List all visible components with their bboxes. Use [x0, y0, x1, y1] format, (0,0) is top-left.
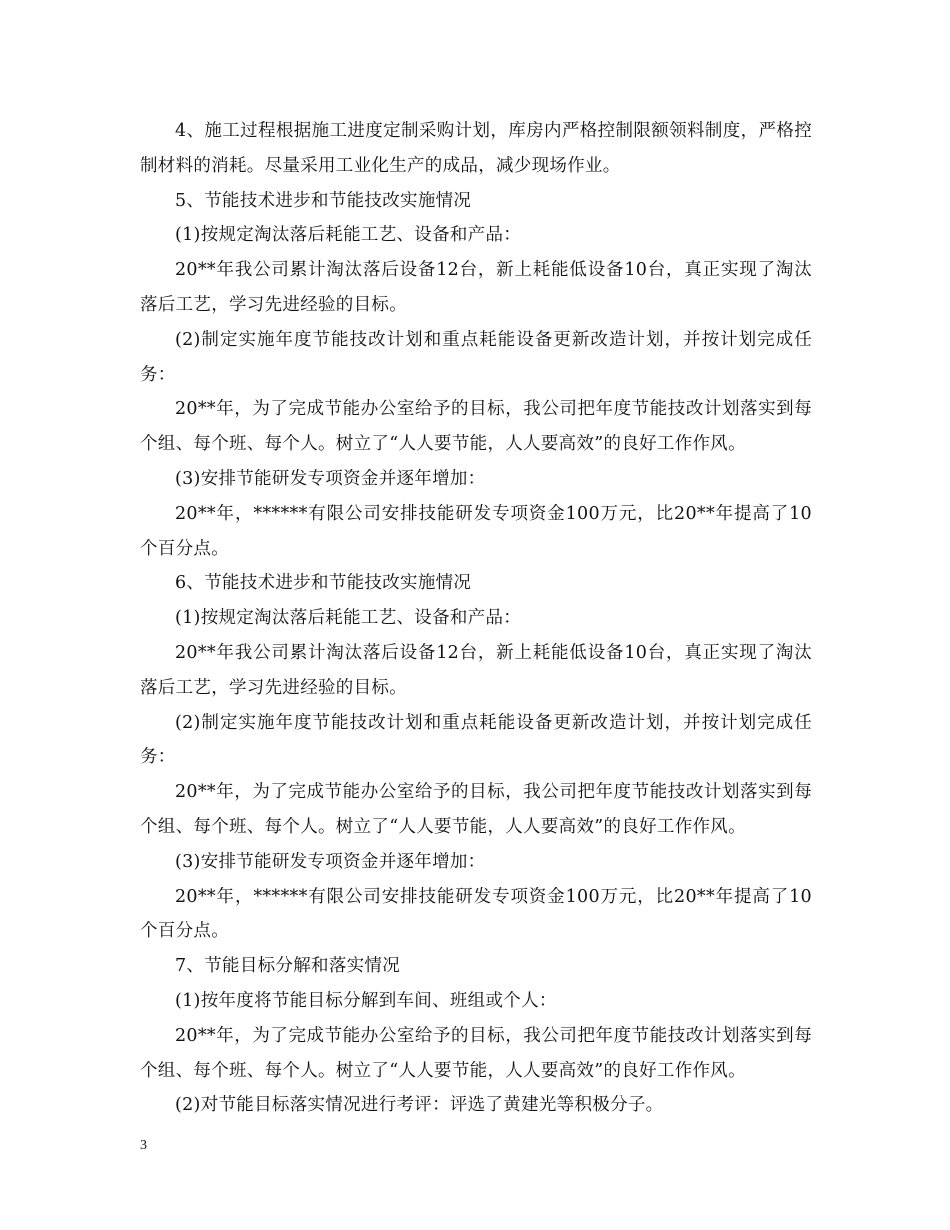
subheading: (3)安排节能研发专项资金并逐年增加：	[175, 468, 486, 489]
paragraph: 20**年，为了完成节能办公室给予的目标，我公司把年度节能技改计划落实到每个组、每个班、每个人。树立了“人人要节能，人人要高效”的良好工作作风。	[140, 399, 812, 455]
paragraph: 20**年我公司累计淘汰落后设备12台，新上耗能低设备10台，真正实现了淘汰落后工艺，学习先进经验的目标。	[140, 260, 812, 315]
subheading: (2)制定实施年度节能技改计划和重点耗能设备更新改造计划，并按计划完成任务：	[140, 712, 812, 768]
paragraph: 20**年，为了完成节能办公室给予的目标，我公司把年度节能技改计划落实到每个组、每个班、每个人。树立了“人人要节能，人人要高效”的良好工作作风。	[140, 782, 812, 837]
subheading: (2)对节能目标落实情况进行考评：评选了黄建光等积极分子。	[175, 1095, 664, 1116]
section-heading: 5、节能技术进步和节能技改实施情况	[175, 190, 472, 211]
document-body	[140, 114, 812, 1123]
subheading: (3)安排节能研发专项资金并逐年增加：	[175, 851, 486, 872]
subheading: (1)按年度将节能目标分解到车间、班组或个人：	[175, 990, 557, 1011]
section-heading: 6、节能技术进步和节能技改实施情况	[175, 573, 472, 594]
subheading: (1)按规定淘汰落后耗能工艺、设备和产品：	[175, 608, 522, 629]
subheading: (2)制定实施年度节能技改计划和重点耗能设备更新改造计划，并按计划完成任务：	[140, 329, 812, 385]
subheading: (1)按规定淘汰落后耗能工艺、设备和产品：	[175, 225, 522, 246]
paragraph: 20**年我公司累计淘汰落后设备12台，新上耗能低设备10台，真正实现了淘汰落后工艺，学习先进经验的目标。	[140, 642, 812, 698]
paragraph: 20**年，******有限公司安排技能研发专项资金100万元，比20**年提高了10个百分点。	[140, 503, 812, 559]
paragraph: 20**年，为了完成节能办公室给予的目标，我公司把年度节能技改计划落实到每个组、每个班、每个人。树立了“人人要节能，人人要高效”的良好工作作风。	[140, 1025, 812, 1081]
paragraph: 20**年，******有限公司安排技能研发专项资金100万元，比20**年提高了10个百分点。	[140, 886, 812, 942]
section-heading: 7、节能目标分解和落实情况	[175, 956, 401, 977]
page-number: 3	[140, 1138, 147, 1153]
paragraph: 4、施工过程根据施工进度定制采购计划，库房内严格控制限额领料制度，严格控制材料的消耗。尽量采用工业化生产的成品，减少现场作业。	[140, 121, 812, 176]
